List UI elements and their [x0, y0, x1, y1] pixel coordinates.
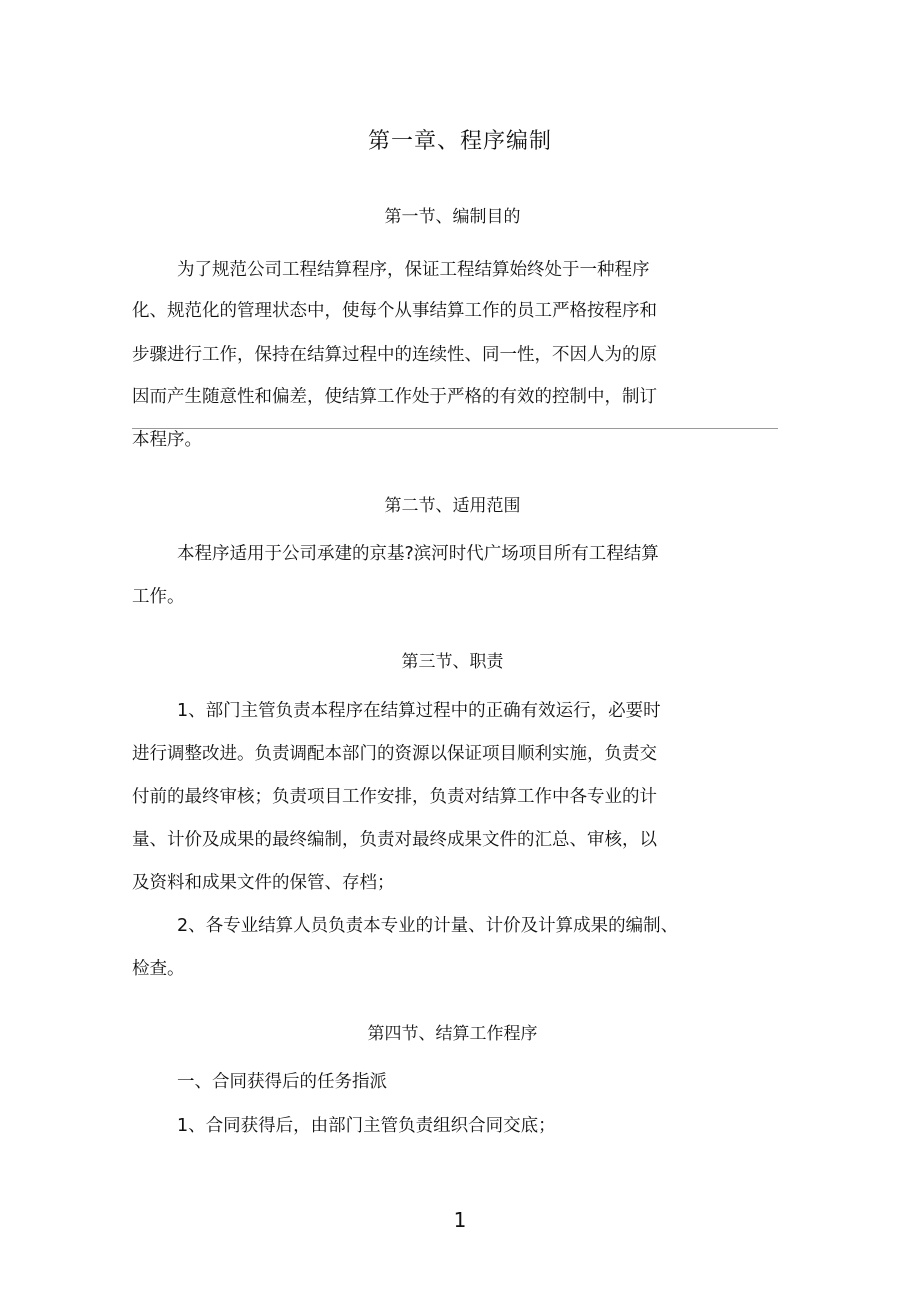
paragraph-line: 1、部门主管负责本程序在结算过程中的正确有效运行，必要时 — [177, 701, 661, 721]
section-title-responsibilities: 第三节、职责 — [401, 652, 504, 672]
section-title-purpose: 第一节、编制目的 — [384, 207, 521, 227]
chapter-title: 第一章、程序编制 — [367, 129, 552, 154]
paragraph-line: 及资料和成果文件的保管、存档； — [132, 873, 395, 893]
paragraph-line: 一、合同获得后的任务指派 — [177, 1072, 387, 1092]
paragraph-line: 化、规范化的管理状态中，使每个从事结算工作的员工严格按程序和 — [132, 301, 657, 321]
section-title-scope: 第二节、适用范围 — [384, 496, 521, 516]
paragraph-line: 量、计价及成果的最终编制，负责对最终成果文件的汇总、审核，以 — [132, 830, 657, 850]
paragraph-line: 进行调整改进。负责调配本部门的资源以保证项目顺利实施，负责交 — [132, 744, 657, 764]
paragraph-line: 因而产生随意性和偏差，使结算工作处于严格的有效的控制中，制订 — [132, 387, 657, 407]
paragraph-line: 步骤进行工作，保持在结算过程中的连续性、同一性，不因人为的原 — [132, 345, 657, 365]
paragraph-line: 为了规范公司工程结算程序，保证工程结算始终处于一种程序 — [177, 260, 650, 280]
paragraph-line: 工作。 — [132, 587, 185, 607]
page-number: 1 — [453, 1208, 467, 1232]
paragraph-line: 本程序适用于公司承建的京基?滨河时代广场项目所有工程结算 — [177, 544, 659, 564]
section-title-procedure: 第四节、结算工作程序 — [367, 1024, 538, 1044]
paragraph-line: 本程序。 — [132, 430, 202, 450]
paragraph-line: 2、各专业结算人员负责本专业的计量、计价及计算成果的编制、 — [177, 916, 679, 936]
paragraph-line: 1、合同获得后，由部门主管负责组织合同交底； — [177, 1116, 556, 1136]
horizontal-rule — [132, 428, 778, 429]
paragraph-line: 检查。 — [132, 959, 185, 979]
paragraph-line: 付前的最终审核；负责项目工作安排，负责对结算工作中各专业的计 — [132, 787, 657, 807]
